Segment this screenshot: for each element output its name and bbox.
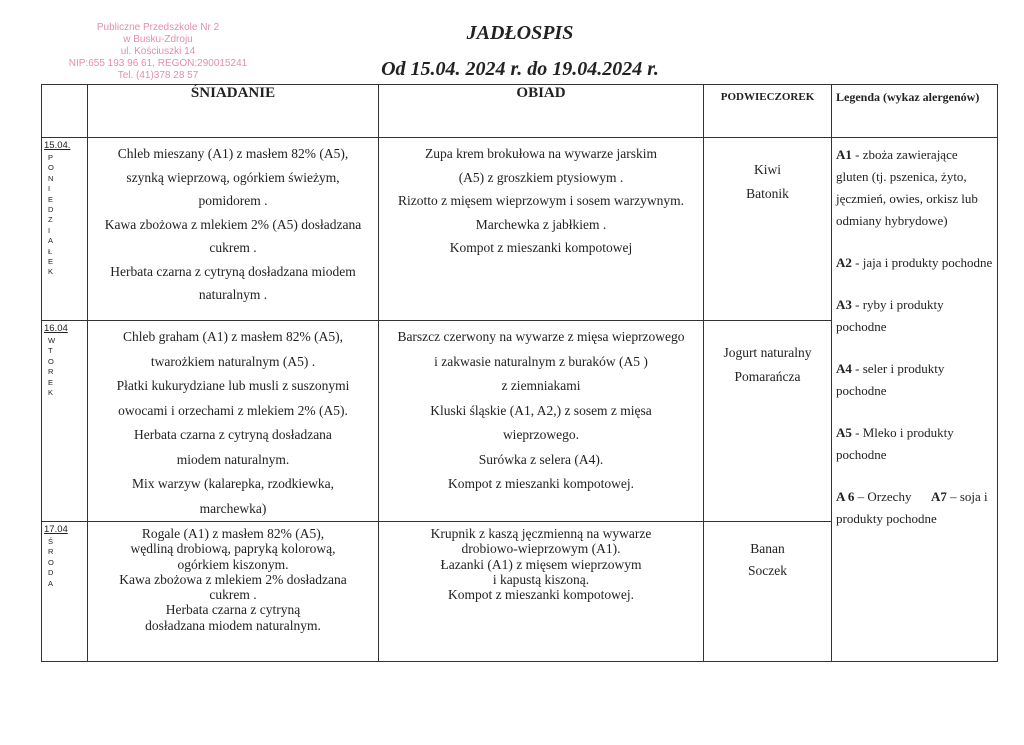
- menu-line: Kawa zbożowa z mlekiem 2% (A5) dosładzana: [104, 216, 362, 232]
- menu-line: Kompot z mieszanki kompotowej.: [448, 587, 634, 603]
- day-letter: O: [48, 356, 54, 366]
- legend-item: [836, 252, 993, 274]
- menu-line: szynką wieprzową, ogórkiem świeżym,: [126, 169, 340, 185]
- date-range: Od 15.04. 2024 r. do 19.04.2024 r.: [381, 58, 659, 80]
- menu-line: Łazanki (A1) z mięsem wieprzowym: [440, 556, 642, 572]
- menu-line: Herbata czarna z cytryną dosładzana miodem: [110, 263, 356, 279]
- day-letter: Ł: [48, 246, 53, 256]
- menu-line: Surówka z selera (A4).: [478, 451, 604, 467]
- allergen-code: A4: [836, 361, 852, 376]
- menu-line: Kawa zbożowa z mlekiem 2% dosładzana: [119, 571, 347, 587]
- stamp-line: NIP:655 193 96 61, REGON:290015241: [68, 58, 248, 69]
- legend-item: [836, 358, 993, 402]
- day-letter: D: [48, 205, 54, 215]
- day-letter: O: [48, 163, 54, 173]
- day-label: [42, 138, 88, 321]
- menu-line: Barszcz czerwony na wywarze z mięsa wieprzowego: [397, 329, 685, 344]
- menu-line: ogórkiem kiszonym.: [177, 556, 289, 572]
- day-letter: N: [48, 173, 54, 183]
- menu-line: twarożkiem naturalnym (A5) .: [150, 353, 316, 369]
- menu-line: Płatki kukurydziane lub musli z suszonymi: [116, 378, 350, 393]
- menu-line: z ziemniakami: [501, 378, 581, 393]
- menu-line: wędliną drobiową, papryką kolorową,: [130, 541, 336, 557]
- legend-header: Legenda (wykaz alergenów): [832, 85, 998, 138]
- snack-cell: [704, 522, 832, 662]
- snack-item: Pomarańcza: [734, 369, 801, 384]
- menu-line: dosładzana miodem naturalnym.: [145, 617, 321, 633]
- institution-stamp: [58, 22, 258, 82]
- menu-line: (A5) z groszkiem ptysiowym .: [458, 169, 624, 185]
- day-header: [42, 85, 88, 138]
- menu-line: owocami i orzechami z mlekiem 2% (A5).: [118, 402, 348, 418]
- page-title: JADŁOSPIS: [466, 22, 574, 44]
- menu-line: Mix warzyw (kalarepka, rzodkiewka,: [131, 476, 335, 491]
- day-letter: I: [48, 225, 51, 235]
- day-letter: K: [48, 267, 54, 277]
- day-name-vertical: [48, 336, 87, 398]
- menu-line: cukrem .: [209, 587, 257, 603]
- day-letter: D: [48, 568, 54, 578]
- menu-line: Rizotto z mięsem wieprzowym i sosem warzywnym.: [397, 193, 685, 208]
- day-letter: K: [48, 388, 54, 398]
- menu-line: wieprzowego.: [502, 427, 580, 442]
- stamp-line: Tel. (41)378 28 57: [117, 70, 199, 81]
- legend-cell: [832, 138, 998, 662]
- menu-line: Herbata czarna z cytryną dosładzana: [134, 427, 332, 442]
- legend-item: [836, 294, 993, 338]
- allergen-desc: - Mleko i produkty pochodne: [836, 425, 954, 462]
- menu-line: Chleb mieszany (A1) z masłem 82% (A5),: [117, 146, 349, 161]
- allergen-desc: – soja i produkty pochodne: [836, 489, 988, 526]
- day-letter: A: [48, 578, 54, 588]
- header-row: [42, 85, 998, 138]
- menu-line: miodem naturalnym.: [176, 451, 290, 467]
- menu-line: Kompot z mieszanki kompotowej.: [448, 476, 634, 491]
- day-letter: E: [48, 377, 54, 387]
- menu-line: drobiowo-wieprzowym (A1).: [461, 541, 621, 557]
- allergen-code: A5: [836, 425, 852, 440]
- day-date: 17.04: [44, 524, 68, 535]
- menu-line: i zakwasie naturalnym z buraków (A5 ): [434, 353, 648, 369]
- snack-item: Batonik: [746, 186, 789, 201]
- menu-line: Chleb graham (A1) z masłem 82% (A5),: [122, 329, 344, 344]
- lunch-cell: [379, 522, 704, 662]
- snack-item: Jogurt naturalny: [723, 345, 812, 360]
- snack-cell: [704, 138, 832, 321]
- day-letter: W: [48, 336, 56, 345]
- snack-item: Soczek: [748, 563, 787, 578]
- allergen-desc: - seler i produkty pochodne: [836, 361, 945, 398]
- snack-cell: [704, 321, 832, 522]
- breakfast-header: ŚNIADANIE: [88, 85, 379, 138]
- legend-item: [836, 422, 993, 466]
- day-letter: T: [48, 346, 53, 356]
- menu-line: Kompot z mieszanki kompotowej: [449, 240, 633, 255]
- day-letter: I: [48, 184, 51, 194]
- legend-item: [836, 486, 993, 530]
- menu-line: Kluski śląskie (A1, A2,) z sosem z mięsa: [430, 402, 652, 418]
- menu-line: marchewka): [199, 500, 267, 516]
- menu-line: Krupnik z kaszą jęczmienną na wywarze: [430, 526, 652, 541]
- menu-line: cukrem .: [209, 240, 257, 255]
- day-date: 15.04.: [44, 140, 71, 151]
- menu-line: Herbata czarna z cytryną: [165, 602, 301, 618]
- day-name-vertical: [48, 537, 87, 589]
- menu-line: Marchewka z jabłkiem .: [475, 216, 607, 232]
- breakfast-cell: [88, 522, 379, 662]
- day-letter: E: [48, 257, 54, 267]
- day-letter: Ś: [48, 537, 54, 546]
- day-letter: E: [48, 194, 54, 204]
- menu-line: pomidorem .: [198, 193, 268, 208]
- snack-item: Kiwi: [754, 162, 781, 177]
- allergen-desc: - zboża zawierające gluten (tj. pszenica, żyto, jęczmień, owies, orkisz lub odmiany hybrydowe): [836, 147, 978, 228]
- lunch-cell: [379, 321, 704, 522]
- allergen-code: A3: [836, 297, 852, 312]
- day-row-monday: [42, 138, 998, 321]
- allergen-code: A7: [930, 489, 947, 504]
- menu-line: naturalnym .: [198, 287, 268, 302]
- day-letter: R: [48, 547, 54, 557]
- day-letter: Z: [48, 215, 53, 225]
- menu-line: Rogale (A1) z masłem 82% (A5),: [141, 526, 325, 541]
- snack-item: Banan: [750, 541, 785, 556]
- breakfast-cell: [88, 321, 379, 522]
- lunch-header: OBIAD: [379, 85, 704, 138]
- day-date: 16.04: [44, 323, 68, 334]
- allergen-code: A2: [836, 255, 852, 270]
- allergen-desc: – Orzechy: [854, 489, 912, 504]
- lunch-cell: [379, 138, 704, 321]
- stamp-line: w Busku-Zdroju: [123, 34, 193, 45]
- snack-header: PODWIECZOREK: [704, 85, 832, 138]
- menu-line: i kapustą kiszoną.: [492, 571, 590, 587]
- menu-table: [41, 84, 998, 662]
- stamp-line: ul. Kościuszki 14: [120, 46, 196, 57]
- day-label: [42, 522, 88, 662]
- allergen-code: A 6: [836, 489, 855, 504]
- breakfast-cell: [88, 138, 379, 321]
- stamp-line: Publiczne Przedszkole Nr 2: [96, 22, 220, 33]
- menu-line: Zupa krem brokułowa na wywarze jarskim: [424, 146, 658, 161]
- allergen-desc: - jaja i produkty pochodne: [851, 255, 993, 270]
- legend-item: [836, 144, 993, 232]
- allergen-desc: - ryby i produkty pochodne: [836, 297, 944, 334]
- allergen-code: A1: [836, 147, 852, 162]
- day-name-vertical: [48, 153, 87, 278]
- day-letter: P: [48, 153, 54, 162]
- day-label: [42, 321, 88, 522]
- day-letter: A: [48, 236, 54, 246]
- day-letter: R: [48, 367, 54, 377]
- day-letter: O: [48, 557, 54, 567]
